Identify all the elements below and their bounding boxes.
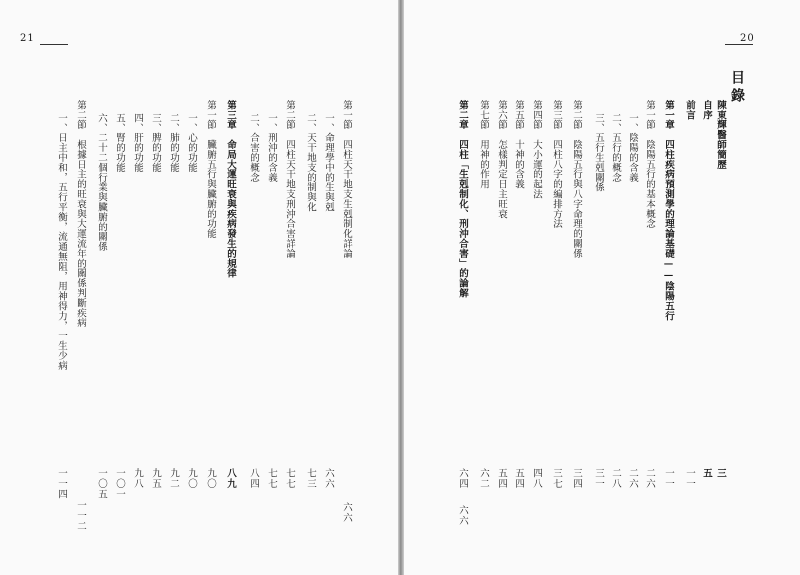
toc-page-ref: 一一: [684, 468, 695, 489]
toc-page-ref: 八九: [225, 468, 236, 489]
toc-entry: 第一節 臟腑五行與臟腑的功能: [205, 100, 216, 239]
toc-page-ref: 三: [715, 468, 726, 479]
toc-entry: 三、五行生剋關係: [593, 113, 604, 193]
toc-entry: 一、陰陽的含義: [627, 113, 638, 183]
toc-entry: 第二節 陰陽五行與八字命理的關係: [571, 100, 582, 259]
toc-page-ref: 九〇: [205, 468, 216, 489]
toc-page-ref: 四八: [531, 468, 542, 489]
toc-entry: 第一節 陰陽五行的基本概念: [644, 100, 655, 229]
toc-page-ref: 八四: [248, 468, 259, 489]
toc-entry: 一、日主中和，五行平衡，流通無阻，用神得力，一生少病: [56, 113, 67, 371]
toc-page-ref: 三七: [551, 468, 562, 489]
toc-page-ref: 九八: [132, 468, 143, 489]
toc-page-ref: 一一: [663, 468, 674, 489]
toc-page-ref: 七七: [284, 468, 295, 489]
left-header-rule: [40, 44, 68, 45]
toc-entry: 二、五行的概念: [610, 113, 621, 183]
toc-page-ref: 七七: [266, 468, 277, 489]
right-page-number: 20: [740, 33, 755, 44]
toc-entry: 第三章 命局大運旺衰與疾病發生的規律: [225, 100, 236, 279]
toc-page-ref: 二八: [610, 468, 621, 489]
toc-entry: 第一節 四柱天干地支生剋制化詳論: [341, 100, 352, 259]
toc-entry: 一、心的功能: [186, 113, 197, 173]
toc-page-ref: 五: [701, 468, 712, 479]
toc-page-ref: 九五: [150, 468, 161, 489]
toc-entry: 一、刑沖的含義: [266, 113, 277, 183]
toc-page-ref: 二六: [627, 468, 638, 489]
toc-entry: 二、肺的功能: [168, 113, 179, 173]
toc-entry: 六、二十二個行業與臟腑的關係: [96, 113, 107, 252]
toc-entry: 第五節 十神的含義: [513, 100, 524, 190]
toc-entry: 第七節 用神的作用: [478, 100, 489, 190]
toc-page-ref: 一〇五: [96, 468, 107, 500]
toc-entry: 第二節 四柱天干地支刑沖合害詳論: [284, 100, 295, 259]
toc-page-ref: 五四: [496, 468, 507, 489]
toc-title: 目錄: [729, 70, 745, 106]
toc-page-ref: 三四: [571, 468, 582, 489]
toc-entry: 二、天干地支的制與化: [305, 113, 316, 212]
toc-entry: 前言: [684, 100, 695, 120]
toc-entry: 第二節 根據日主的旺衰與大運流年的關係判斷疾病: [75, 100, 86, 328]
toc-entry: 二、合害的概念: [248, 113, 259, 183]
toc-page-ref: 六六: [341, 502, 352, 523]
toc-page-ref: 一一四: [56, 468, 67, 500]
book-gutter: [398, 0, 404, 575]
toc-entry: 五、腎的功能: [114, 113, 125, 173]
toc-page-ref: 五四: [513, 468, 524, 489]
toc-page-ref: 三一: [593, 468, 604, 489]
toc-page-ref: 一一二: [75, 500, 86, 532]
toc-page-ref: 一〇一: [114, 468, 125, 500]
left-page-number: 21: [20, 33, 35, 44]
toc-entry: 三、脾的功能: [150, 113, 161, 173]
toc-page-ref: 六六: [323, 468, 334, 489]
toc-page-ref: 六二: [478, 468, 489, 489]
toc-entry: 陳東輝醫師簡歷: [715, 100, 726, 170]
toc-entry: 第三節 四柱八字的編排方法: [551, 100, 562, 229]
toc-entry: 四、肝的功能: [132, 113, 143, 173]
toc-entry: 第二章 四柱「生剋制化、刑沖合害」的論解: [457, 100, 468, 298]
toc-entry: 自序: [701, 100, 712, 120]
toc-entry: 一、命理學中的生與剋: [323, 113, 334, 212]
right-header-rule: [725, 44, 753, 45]
toc-page-ref: 九〇: [186, 468, 197, 489]
toc-page-ref: 六六: [457, 505, 468, 526]
toc-entry: 第一章 四柱疾病預測學的理論基礎——陰陽五行: [663, 100, 674, 321]
toc-entry: 第六節 怎樣判定日主旺衰: [496, 100, 507, 219]
toc-page-ref: 二六: [644, 468, 655, 489]
toc-entry: 第四節 大小運的起法: [531, 100, 542, 199]
toc-page-ref: 六四: [457, 468, 468, 489]
toc-page-ref: 七三: [305, 468, 316, 489]
toc-page-ref: 九二: [168, 468, 179, 489]
